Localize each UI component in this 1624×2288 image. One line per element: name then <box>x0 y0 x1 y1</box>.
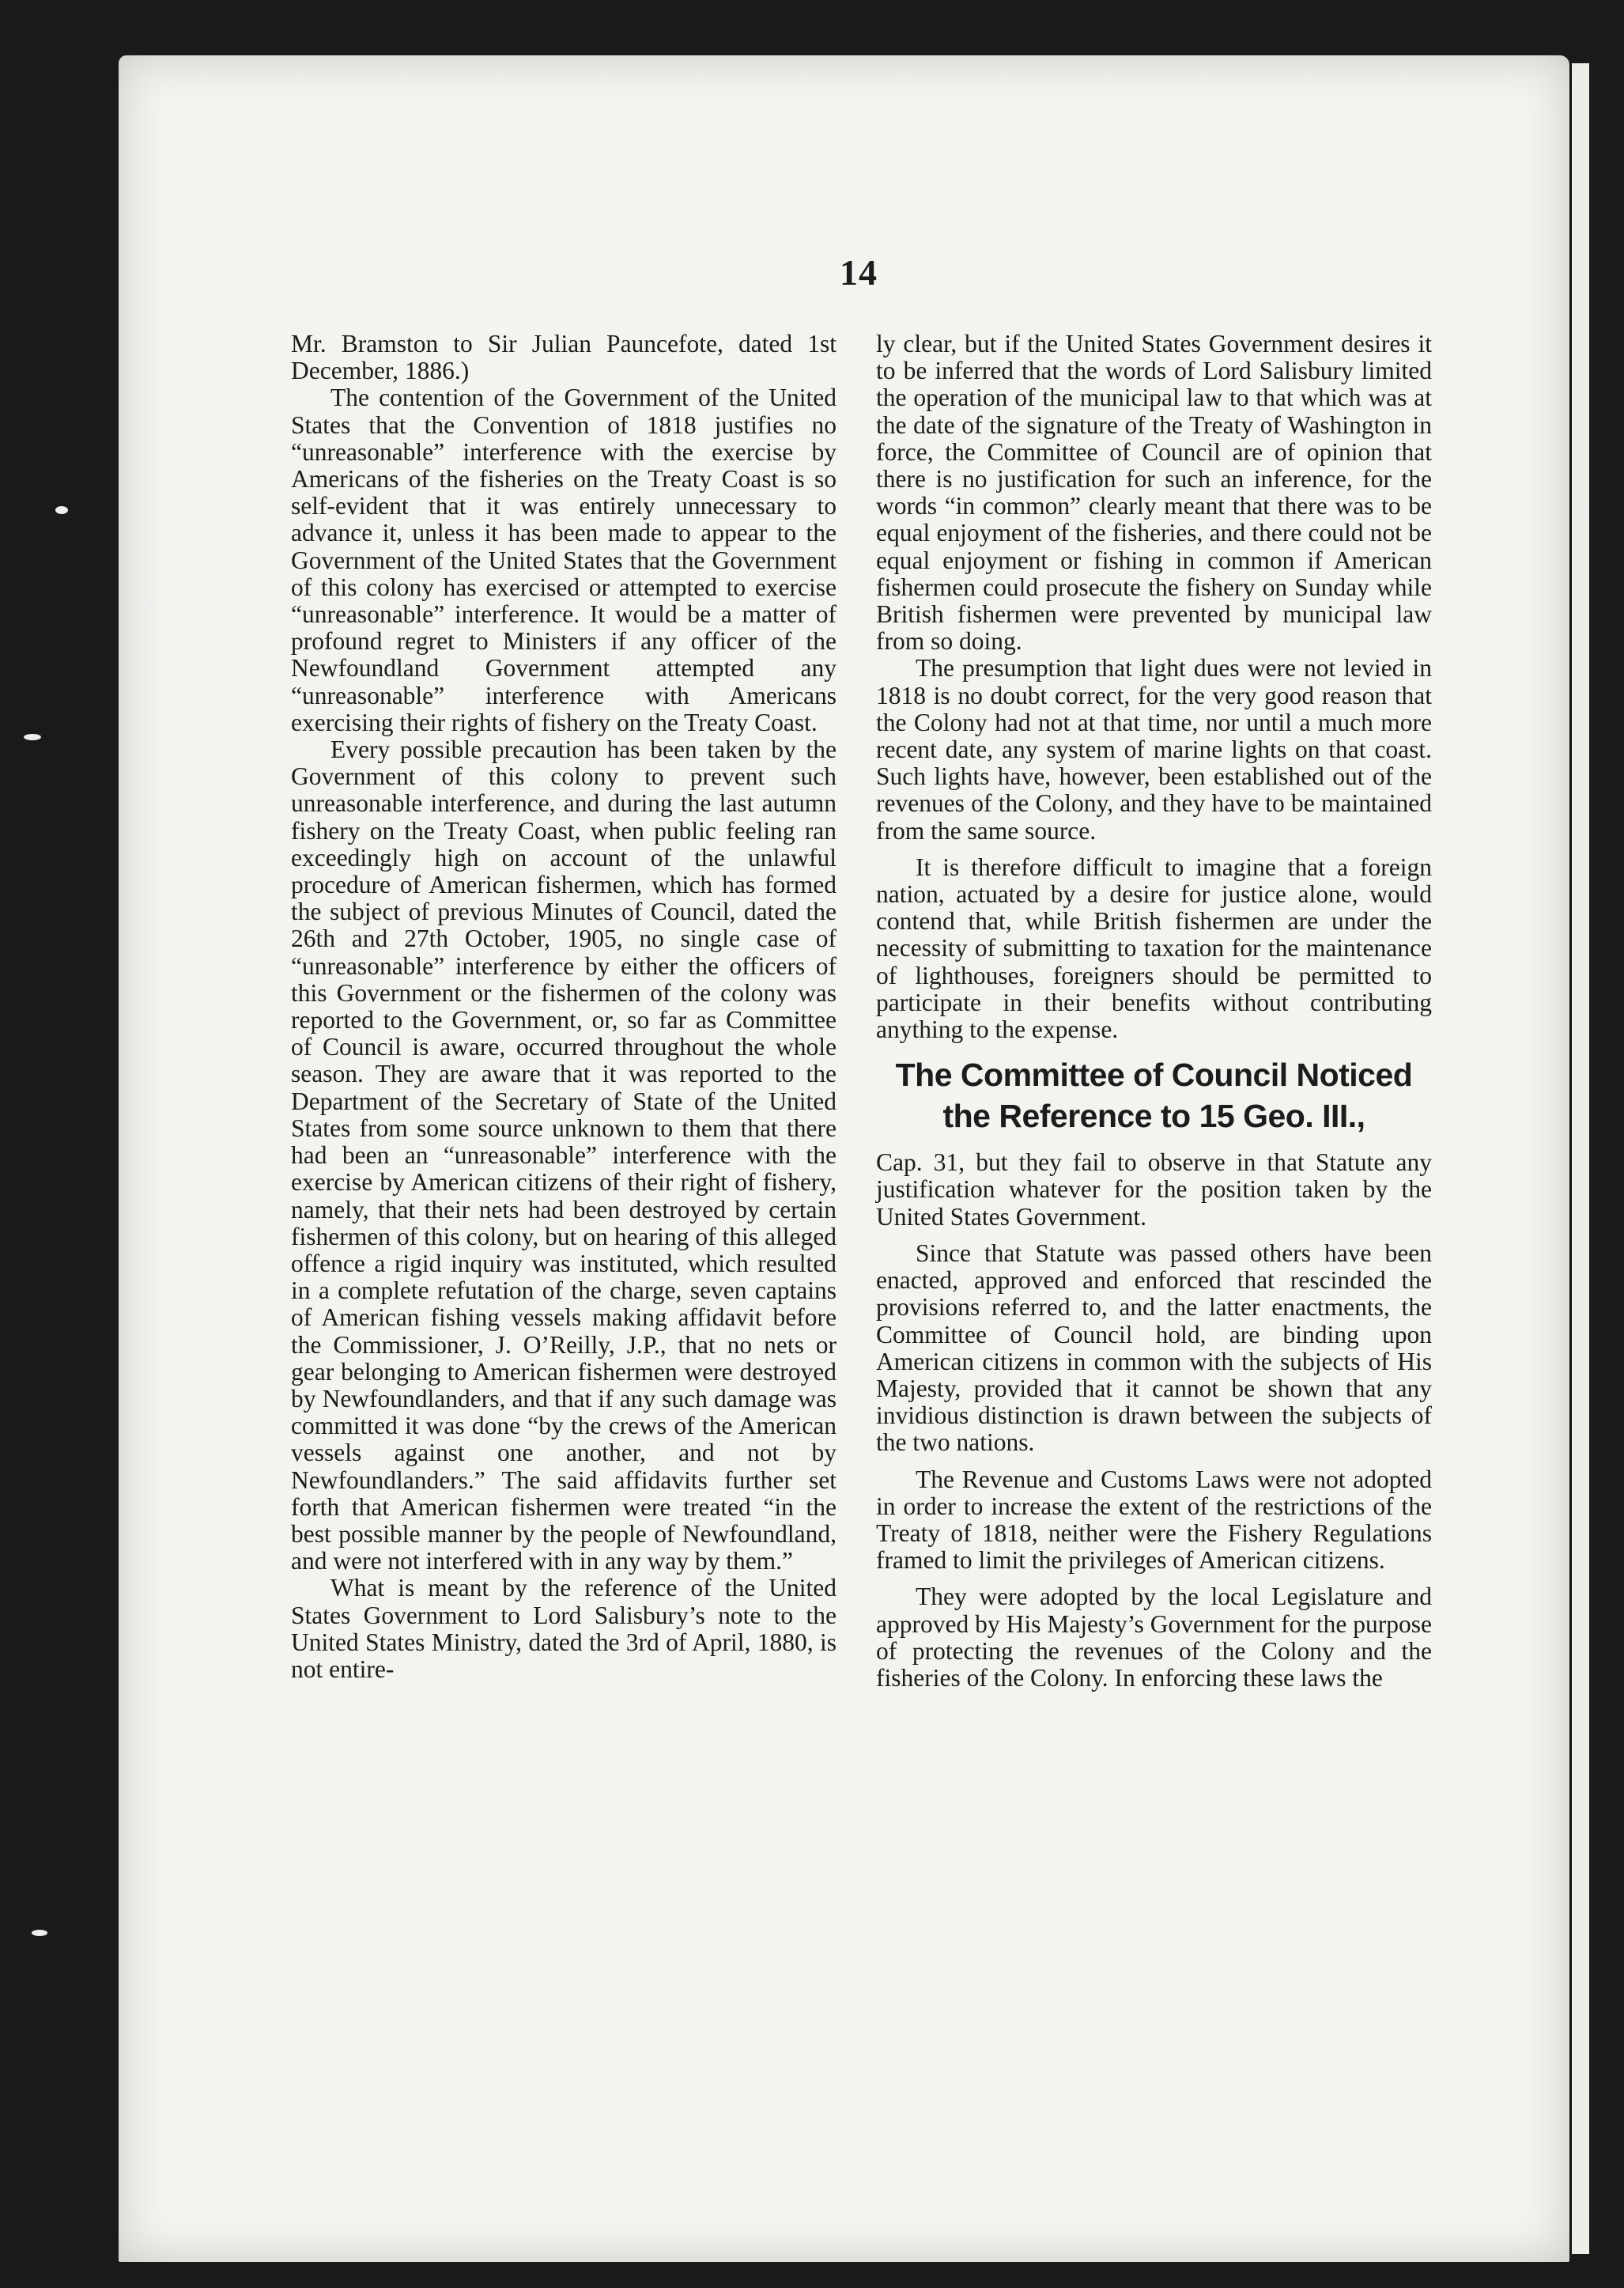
section-heading-line-1: The Committee of Council Noticed <box>895 1057 1413 1094</box>
page-number: 14 <box>840 252 878 293</box>
paragraph: Mr. Bramston to Sir Julian Pauncefote, dated 1st December, 1886.) <box>291 330 837 385</box>
scan-speck <box>55 506 68 514</box>
paragraph: The contention of the Government of the United States that the Convention of 1818 justifies no “unreasonable” interference with the exercise by Americans of the fisheries on the Treaty Coast is so self-evident that it was entirely unnecessary to advance it, unless it has been made to appear to the Government of the United States that the Government of this colony has exercised or attempted to exercise “unreasonable” interference. It would be a matter of profound regret to Ministers if any officer of the Newfoundland Government attempted any “unreasonable” interference with Americans exercising their rights of fishery on the Treaty Coast. <box>291 384 837 736</box>
paragraph: It is therefore difficult to imagine that a foreign nation, actuated by a desire for justice alone, would contend that, while British fishermen are under the necessity of submitting to taxation for the maintenance of lighthouses, foreigners should be permitted to participate in their benefits without contributing anything to the expense. <box>876 853 1432 1044</box>
left-column <box>291 331 837 1683</box>
scan-speck <box>1581 506 1589 517</box>
scan-speck <box>32 1930 47 1936</box>
paragraph: What is meant by the reference of the United States Government to Lord Salisbury’s note to the United States Ministry, dated the 3rd of April, 1880, is not entire- <box>291 1574 837 1683</box>
paragraph: Cap. 31, but they fail to observe in that Statute any justification whatever for the position taken by the United States Government. <box>876 1148 1432 1231</box>
paragraph: ly clear, but if the United States Government desires it to be inferred that the words of Lord Salisbury limited the operation of the municipal law to that which was at the date of the signature of the Treaty of Washington in force, the Committee of Council are of opinion that there is no justification for such an inference, for the words “in common” clearly meant that there was to be equal enjoyment of the fisheries, and there could not be equal enjoyment or fishing in common if American fishermen could prosecute the fishery on Sunday while British fishermen were prevented by municipal law from so doing. <box>876 330 1432 656</box>
paragraph: They were adopted by the local Legislature and approved by His Majesty’s Government for the purpose of protecting the revenues of the Colony and the fisheries of the Colony. In enforcing these laws the <box>876 1583 1432 1692</box>
right-column <box>876 331 1432 1692</box>
paragraph: Since that Statute was passed others have been enacted, approved and enforced that rescinded the provisions referred to, and the latter enactments, the Committee of Council hold, are binding upon American citizens in common with the subjects of His Majesty, provided that it cannot be shown that any invidious distinction is drawn between the subjects of the two nations. <box>876 1239 1432 1457</box>
scan-speck <box>147 597 153 607</box>
paragraph: The presumption that light dues were not levied in 1818 is no doubt correct, for the very good reason that the Colony had not at that time, nor until a much more recent date, any system of marine lights on that coast. Such lights have, however, been established out of the revenues of the Colony, and they have to be maintained from the same source. <box>876 654 1432 845</box>
paragraph: The Revenue and Customs Laws were not adopted in order to increase the extent of the restrictions of the Treaty of 1818, neither were the Fishery Regulations framed to limit the privileges of American citizens. <box>876 1465 1432 1575</box>
paragraph: Every possible precaution has been taken by the Government of this colony to prevent such unreasonable interference, and during the last autumn fishery on the Treaty Coast, when public feeling ran exceedingly high on account of the unlawful procedure of American fishermen, which has formed the subject of previous Minutes of Council, dated the 26th and 27th October, 1905, no single case of “unreasonable” interference by either the officers of this Government or the fishermen of the colony was reported to the Government, or, so far as Committee of Council is aware, occurred throughout the whole season. They are aware that it was reported to the Department of the Secretary of State of the United States from some source unknown to them that there had been an “unreasonable” interference with the exercise by American citizens of their right of fishery, namely, that their nets had been destroyed by certain fishermen of this colony, but on hearing of this alleged offence a rigid inquiry was instituted, which resulted in a complete refutation of the charge, seven captains of American fishing vessels making affidavit before the Commissioner, J. O’Reilly, J.P., that no nets or gear belonging to American fishermen were destroyed by Newfoundlanders, and that if any such damage was committed it was done “by the crews of the American vessels against one another, and not by Newfoundlanders.” The said affidavits further set forth that American fishermen were treated “in the best possible manner by the people of Newfoundland, and were not interfered with in any way by them.” <box>291 736 837 1575</box>
section-heading-line-2: the Reference to 15 Geo. III., <box>942 1098 1365 1135</box>
scan-speck <box>24 734 41 740</box>
facing-page-edge <box>1569 63 1589 2254</box>
section-heading <box>876 1054 1432 1136</box>
